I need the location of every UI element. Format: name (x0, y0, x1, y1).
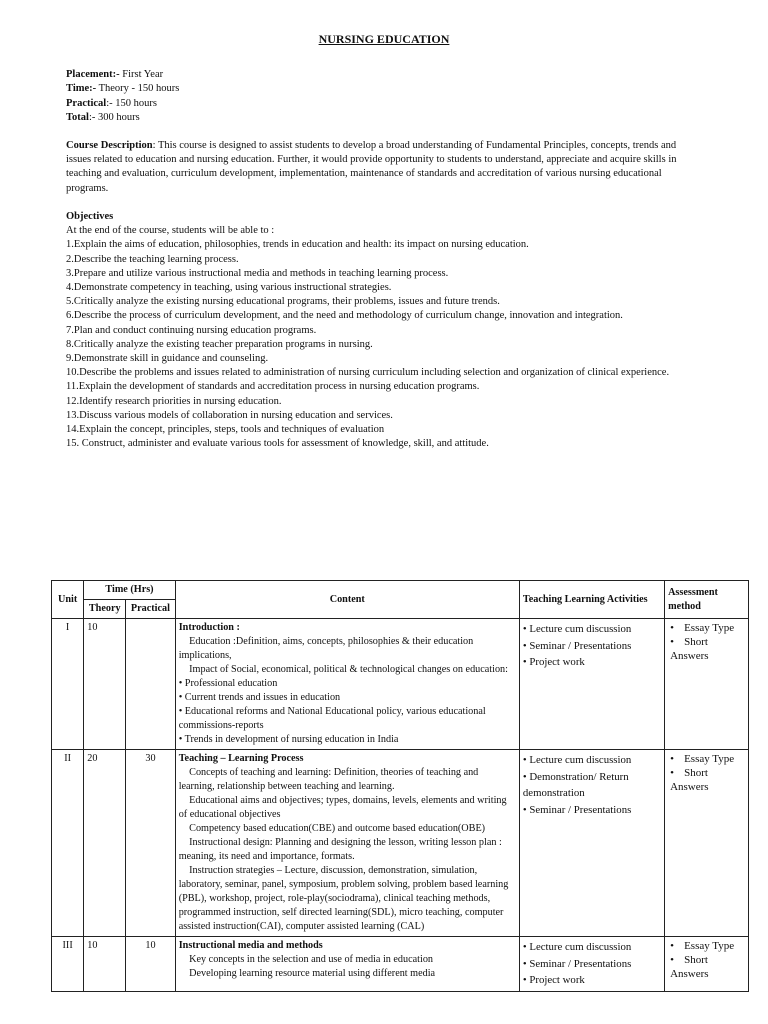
tla-item: • Lecture cum discussion (522, 941, 632, 953)
tla-item: • Seminar / Presentations (522, 803, 632, 816)
tla-cell (519, 750, 664, 937)
content-title: Teaching – Learning Process (178, 753, 304, 764)
content-line: • Current trends and issues in education (178, 692, 341, 703)
assessment-item-continued: Answers (670, 968, 709, 980)
objective-item: 9.Demonstrate skill in guidance and counseling. (66, 353, 269, 365)
time-label: Time:- (66, 83, 97, 95)
header-time: Time (Hrs) (84, 581, 175, 600)
tla-item: • Demonstration/ Return demonstration (522, 770, 629, 799)
assessment-item: • Essay Type (668, 752, 745, 766)
assessment-item: • Essay Type (668, 939, 745, 953)
content-cell (175, 937, 519, 992)
assessment-item: • Short (668, 953, 745, 967)
table-row (52, 937, 749, 992)
content-line: Developing learning resource material using different media (178, 968, 425, 979)
document-title: NURSING EDUCATION (318, 32, 450, 46)
objective-item: 13.Discuss various models of collaboration in nursing education and services. (66, 409, 393, 421)
practical-cell: 10 (126, 937, 175, 992)
objectives-list (66, 238, 696, 451)
placement-value: First Year (119, 69, 164, 80)
tla-cell (519, 619, 664, 750)
description-label: Course Description (66, 140, 153, 151)
assessment-cell (665, 619, 749, 750)
content-line: • Professional education (178, 678, 278, 689)
time-value: Theory - 150 hours (96, 83, 180, 95)
objective-item: 3.Prepare and utilize various instructional media and methods in teaching learning process. (66, 267, 449, 279)
header-theory: Theory (84, 600, 126, 619)
theory-cell: 10 (84, 937, 126, 992)
objectives-intro: At the end of the course, students will be able to : (66, 225, 275, 237)
time-line (66, 82, 179, 96)
objective-item: 8.Critically analyze the existing teacher preparation programs in nursing. (66, 338, 373, 350)
content-cell (175, 750, 519, 937)
content-line: • Trends in development of nursing education in India (178, 734, 399, 745)
objective-item: 4.Demonstrate competency in teaching, using various instructional strategies. (66, 282, 392, 294)
objective-item: 10.Describe the problems and issues related to administration of nursing curriculum including selection and organization of clinical experience. (66, 367, 670, 379)
tla-item: • Seminar / Presentations (522, 957, 632, 970)
objective-item: 5.Critically analyze the existing nursing educational programs, their problems, issues and future trends. (66, 296, 500, 308)
placement-label: Placement:- (66, 69, 120, 80)
objective-item: 12.Identify research priorities in nursing education. (66, 395, 282, 407)
table-row (52, 750, 749, 937)
assessment-item: • Short (668, 635, 745, 649)
unit-cell: II (52, 750, 84, 937)
tla-item: • Lecture cum discussion (522, 754, 632, 766)
objective-item: 7.Plan and conduct continuing nursing education programs. (66, 324, 317, 336)
table-header-row (52, 581, 749, 600)
header-unit: Unit (52, 581, 84, 619)
objective-item: 1.Explain the aims of education, philosophies, trends in education and health: its impact on nursing education. (66, 239, 529, 251)
units-table (51, 580, 749, 992)
practical-value: :- 150 hours (106, 97, 157, 109)
content-line: Competency based education(CBE) and outcome based education(OBE) (178, 823, 475, 834)
course-description (66, 139, 696, 196)
tla-item: • Lecture cum discussion (522, 623, 632, 635)
objectives-heading: Objectives (66, 211, 114, 222)
content-title: Introduction : (178, 622, 240, 633)
content-cell (175, 619, 519, 750)
objective-item: 2.Describe the teaching learning process. (66, 253, 239, 265)
content-line: Education :Definition, aims, concepts, philosophies & their education implications, (178, 636, 463, 661)
unit-cell: III (52, 937, 84, 992)
objective-item: 11.Explain the development of standards and accreditation process in nursing education programs. (66, 381, 480, 393)
assessment-item-continued: Answers (670, 650, 709, 662)
content-line: Instructional design: Planning and designing the lesson, writing lesson plan : meaning, its need and importance, formats. (178, 837, 492, 862)
content-title: Instructional media and methods (178, 940, 323, 951)
description-text: : This course is designed to assist students to develop a broad understanding of Fundamental Principles, concepts, trends and issues related to education and nursing education. Further, it would provide opportunity to students to understand, appreciate and acquire skills in teaching and evaluation, curriculum development, implementation, maintenance of standards and accreditation of various nursing educational programs. (66, 140, 677, 194)
total-value: :- 300 hours (88, 111, 140, 123)
tla-item: • Seminar / Presentations (522, 639, 632, 652)
practical-label: Practical (66, 97, 107, 109)
theory-cell: 10 (84, 619, 126, 750)
objective-item: 6.Describe the process of curriculum development, and the need and methodology of curriculum change, innovation and integration. (66, 310, 623, 322)
objectives-section (66, 210, 696, 451)
practical-cell: 30 (126, 750, 175, 937)
total-label: Total (66, 111, 89, 123)
practical-line (66, 97, 179, 111)
content-line: Instruction strategies – Lecture, discussion, demonstration, simulation, laboratory, seminar, panel, symposium, problem solving, problem based learning (PBL), workshop, project, role-play(sociodrama), clinical teaching methods, programmed instruction, self directed learning(SDL), micro teaching, computer assisted instruction(CAI), computer assisted learning (CAL) (178, 865, 515, 932)
course-meta (66, 68, 179, 125)
header-tla: Teaching Learning Activities (519, 581, 664, 619)
content-line: Educational aims and objectives; types, domains, levels, elements and writing of educational objectives (178, 795, 508, 820)
header-content: Content (175, 581, 519, 619)
content-line: Concepts of teaching and learning: Definition, theories of teaching and learning, relationship between teaching and learning. (178, 767, 507, 792)
assessment-cell (665, 937, 749, 992)
header-assessment: Assessment method (665, 581, 749, 619)
assessment-item-continued: Answers (670, 781, 709, 793)
content-line: Impact of Social, economical, political & technological changes on education: (178, 664, 498, 675)
objective-item: 14.Explain the concept, principles, steps, tools and techniques of evaluation (66, 424, 385, 436)
objective-item: 15. Construct, administer and evaluate various tools for assessment of knowledge, skill, and attitude. (66, 438, 489, 450)
assessment-item: • Essay Type (668, 621, 745, 635)
tla-item: • Project work (522, 974, 585, 986)
tla-cell (519, 937, 664, 992)
practical-cell (126, 619, 175, 750)
content-line: Key concepts in the selection and use of media in education (178, 954, 423, 965)
total-line (66, 111, 179, 125)
unit-cell: I (52, 619, 84, 750)
header-practical: Practical (126, 600, 175, 619)
assessment-cell (665, 750, 749, 937)
table-row (52, 619, 749, 750)
tla-item: • Project work (522, 656, 585, 668)
assessment-item: • Short (668, 766, 745, 780)
theory-cell: 20 (84, 750, 126, 937)
placement-line (66, 68, 179, 82)
content-line: • Educational reforms and National Educational policy, various educational commissions-reports (178, 706, 486, 731)
